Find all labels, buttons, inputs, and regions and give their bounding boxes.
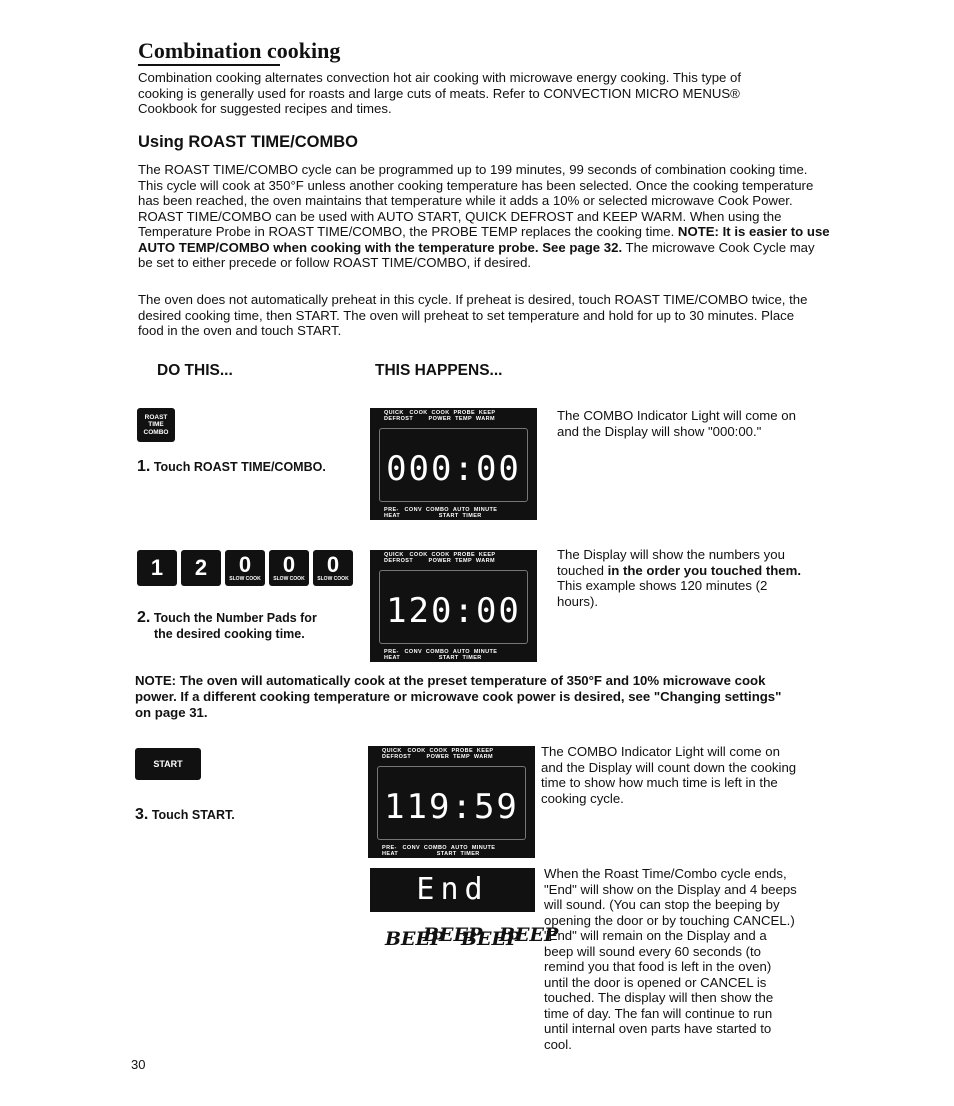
display-label: PRE- [384, 649, 399, 655]
end-display [370, 868, 535, 912]
step-1-label [137, 459, 326, 475]
display-label: DEFROST [384, 416, 414, 422]
display-label: PROBE [451, 748, 474, 754]
display-label: TEMP [453, 754, 471, 760]
beep-lettering [385, 920, 559, 956]
display-label: HEAT [384, 655, 401, 661]
display-bottom-labels [370, 649, 537, 661]
display-label: PROBE [453, 552, 476, 558]
column-head-do: DO THIS... [157, 362, 233, 379]
step-text: the desired cooking time. [154, 627, 305, 641]
display-label: COMBO [425, 507, 449, 513]
display-label: AUTO [452, 649, 470, 655]
display-label: POWER [428, 558, 452, 564]
display-label: HEAT [384, 513, 401, 519]
number-pad-0[interactable] [313, 550, 353, 586]
oven-display-2 [370, 550, 537, 662]
display-label: AUTO [450, 845, 468, 851]
pad-digit: 0 [238, 552, 252, 577]
pad-digit: 0 [282, 552, 296, 577]
step-number: 2. [137, 609, 151, 626]
display-label: COMBO [425, 649, 449, 655]
number-pad-0[interactable] [225, 550, 265, 586]
step-2-text-bold: in the order you touched them. [607, 562, 802, 578]
display-label: MINUTE [471, 845, 496, 851]
display-label: POWER [428, 416, 452, 422]
display-label: TIMER [462, 513, 482, 519]
display-label: TIMER [460, 851, 480, 857]
display-top-labels [370, 410, 537, 422]
display-label: CONV [404, 507, 423, 513]
page-number: 30 [131, 1057, 146, 1072]
pad-sublabel: SLOW COOK [317, 576, 349, 582]
display-label: WARM [473, 754, 493, 760]
number-pads [137, 550, 353, 586]
step-number: 3. [135, 806, 149, 823]
pad-digit: 0 [326, 552, 340, 577]
body-paragraph-1 [138, 162, 830, 271]
display-label: DEFROST [382, 754, 412, 760]
display-label: POWER [426, 754, 450, 760]
pad-sublabel: SLOW COOK [229, 576, 261, 582]
step-2-text-b: This example shows 120 minutes (2 hours). [557, 578, 768, 609]
display-top-labels [370, 552, 537, 564]
display-label: COMBO [423, 845, 447, 851]
pad-digit: 1 [150, 555, 164, 580]
display-bottom-labels [368, 845, 535, 857]
beep-text: BEEP [385, 928, 445, 950]
beep-text: BEEP [499, 924, 559, 946]
display-label: QUICK [384, 552, 404, 558]
display-label: WARM [475, 558, 495, 564]
number-pad-0[interactable] [269, 550, 309, 586]
step-text: Touch ROAST TIME/COMBO. [153, 460, 326, 474]
body1-note: NOTE: It is easier to use AUTO TEMP/COMBO when cooking with the temperature probe. See page 32. [138, 224, 830, 255]
display-readout: 119:59 [384, 787, 519, 827]
step-2-text-a: The Display will show the numbers you touched [557, 547, 785, 578]
step-3-label [135, 807, 235, 823]
step-number: 1. [137, 458, 151, 475]
end-description: When the Roast Time/Combo cycle ends, "End" will show on the Display and 4 beeps will sound. (You can stop the beeping by opening the door or by touching CANCEL.) "End" will remain on the Display and a beep will sound every 60 seconds (to remind you that food is left in the oven) until the door is opened or CANCEL is touched. The display will then show the time of day. The fan will continue to run until internal oven parts have started to cool. [544, 866, 797, 1052]
display-label: KEEP [476, 748, 494, 754]
display-label: WARM [475, 416, 495, 422]
step-3-description: The COMBO Indicator Light will come on and the Display will count down the cooking time to show how much time is left in the cooking cycle. [541, 744, 797, 806]
display-readout: 120:00 [386, 591, 521, 631]
beep-text: BEEP [461, 928, 521, 950]
body1-text-a: The ROAST TIME/COMBO cycle can be programmed up to 199 minutes, 99 seconds of combination cooking time. This cycle will cook at 350°F unless another cooking temperature has been selected. Once the cooking temperature has been reached, the oven maintains that temperature while it adds a 10% or selected microwave Cook Power. ROAST TIME/COMBO can be used with AUTO START, QUICK DEFROST and KEEP WARM. When using the Temperature Probe in ROAST TIME/COMBO, the PROBE TEMP replaces the cooking time. [138, 162, 814, 239]
body1-text-b: The microwave Cook Cycle may be set to either precede or follow ROAST TIME/COMBO, if desired. [138, 239, 815, 270]
pad-line: ROAST [144, 413, 168, 421]
display-label: START [436, 851, 457, 857]
pad-sublabel: SLOW COOK [273, 576, 305, 582]
step-2-label [137, 610, 317, 642]
display-label: COOK [409, 410, 428, 416]
end-readout: End [416, 872, 489, 907]
display-label: TIMER [462, 655, 482, 661]
display-label: MINUTE [473, 649, 498, 655]
oven-display-3 [368, 746, 535, 858]
display-label: START [438, 513, 459, 519]
display-label: COOK [409, 552, 428, 558]
body-paragraph-2: The oven does not automatically preheat in this cycle. If preheat is desired, touch ROAST TIME/COMBO twice, the desired cooking time, then START. The oven will preheat to set temperature and hold for up to 30 minutes. Place food in the oven and touch START. [138, 292, 808, 338]
column-head-happens: THIS HAPPENS... [375, 362, 503, 379]
display-screen [379, 570, 528, 644]
display-screen [379, 428, 528, 502]
display-label: COOK [407, 748, 426, 754]
display-label: MINUTE [473, 507, 498, 513]
display-label: COOK [431, 410, 450, 416]
display-label: QUICK [382, 748, 402, 754]
display-label: CONV [404, 649, 423, 655]
display-label: COOK [431, 552, 450, 558]
display-label: HEAT [382, 851, 399, 857]
display-label: AUTO [452, 507, 470, 513]
beep-text: BEEP [423, 924, 483, 946]
pad-digit: 2 [194, 555, 208, 580]
pad-line: COMBO [143, 428, 169, 436]
page-title: Combination cooking [138, 38, 341, 63]
display-label: QUICK [384, 410, 404, 416]
roast-time-combo-pad[interactable] [137, 408, 175, 442]
number-pad-1[interactable] [137, 550, 177, 586]
display-label: DEFROST [384, 558, 414, 564]
display-screen [377, 766, 526, 840]
display-label: COOK [429, 748, 448, 754]
step-text: Touch the Number Pads for [153, 611, 317, 625]
pad-label: START [153, 759, 183, 769]
start-pad[interactable] [135, 748, 201, 780]
display-bottom-labels [370, 507, 537, 519]
display-label: CONV [402, 845, 421, 851]
display-label: START [438, 655, 459, 661]
display-label: PRE- [384, 507, 399, 513]
display-label: KEEP [478, 552, 496, 558]
display-label: TEMP [455, 416, 473, 422]
section-title: Using ROAST TIME/COMBO [138, 133, 358, 151]
display-label: PROBE [453, 410, 476, 416]
pad-line: TIME [148, 421, 164, 429]
display-label: KEEP [478, 410, 496, 416]
oven-display-1 [370, 408, 537, 520]
display-label: PRE- [382, 845, 397, 851]
intro-paragraph: Combination cooking alternates convection hot air cooking with microwave energy cooking. This type of cooking is generally used for roasts and large cuts of meats. Refer to CONVECTION MICRO MENUS® Cookbook for suggested recipes and times. [138, 70, 742, 116]
step-1-description: The COMBO Indicator Light will come on and the Display will show "000:00." [557, 408, 796, 439]
display-readout: 000:00 [386, 449, 521, 489]
title-underline [138, 64, 280, 66]
cooking-note: NOTE: The oven will automatically cook at the preset temperature of 350°F and 10% microwave cook power. If a different cooking temperature or microwave cook power is desired, see "Changing settings" on page 31. [135, 673, 782, 720]
display-label: TEMP [455, 558, 473, 564]
display-top-labels [368, 748, 535, 760]
step-2-description [557, 547, 812, 609]
step-text: Touch START. [151, 808, 235, 822]
number-pad-2[interactable] [181, 550, 221, 586]
